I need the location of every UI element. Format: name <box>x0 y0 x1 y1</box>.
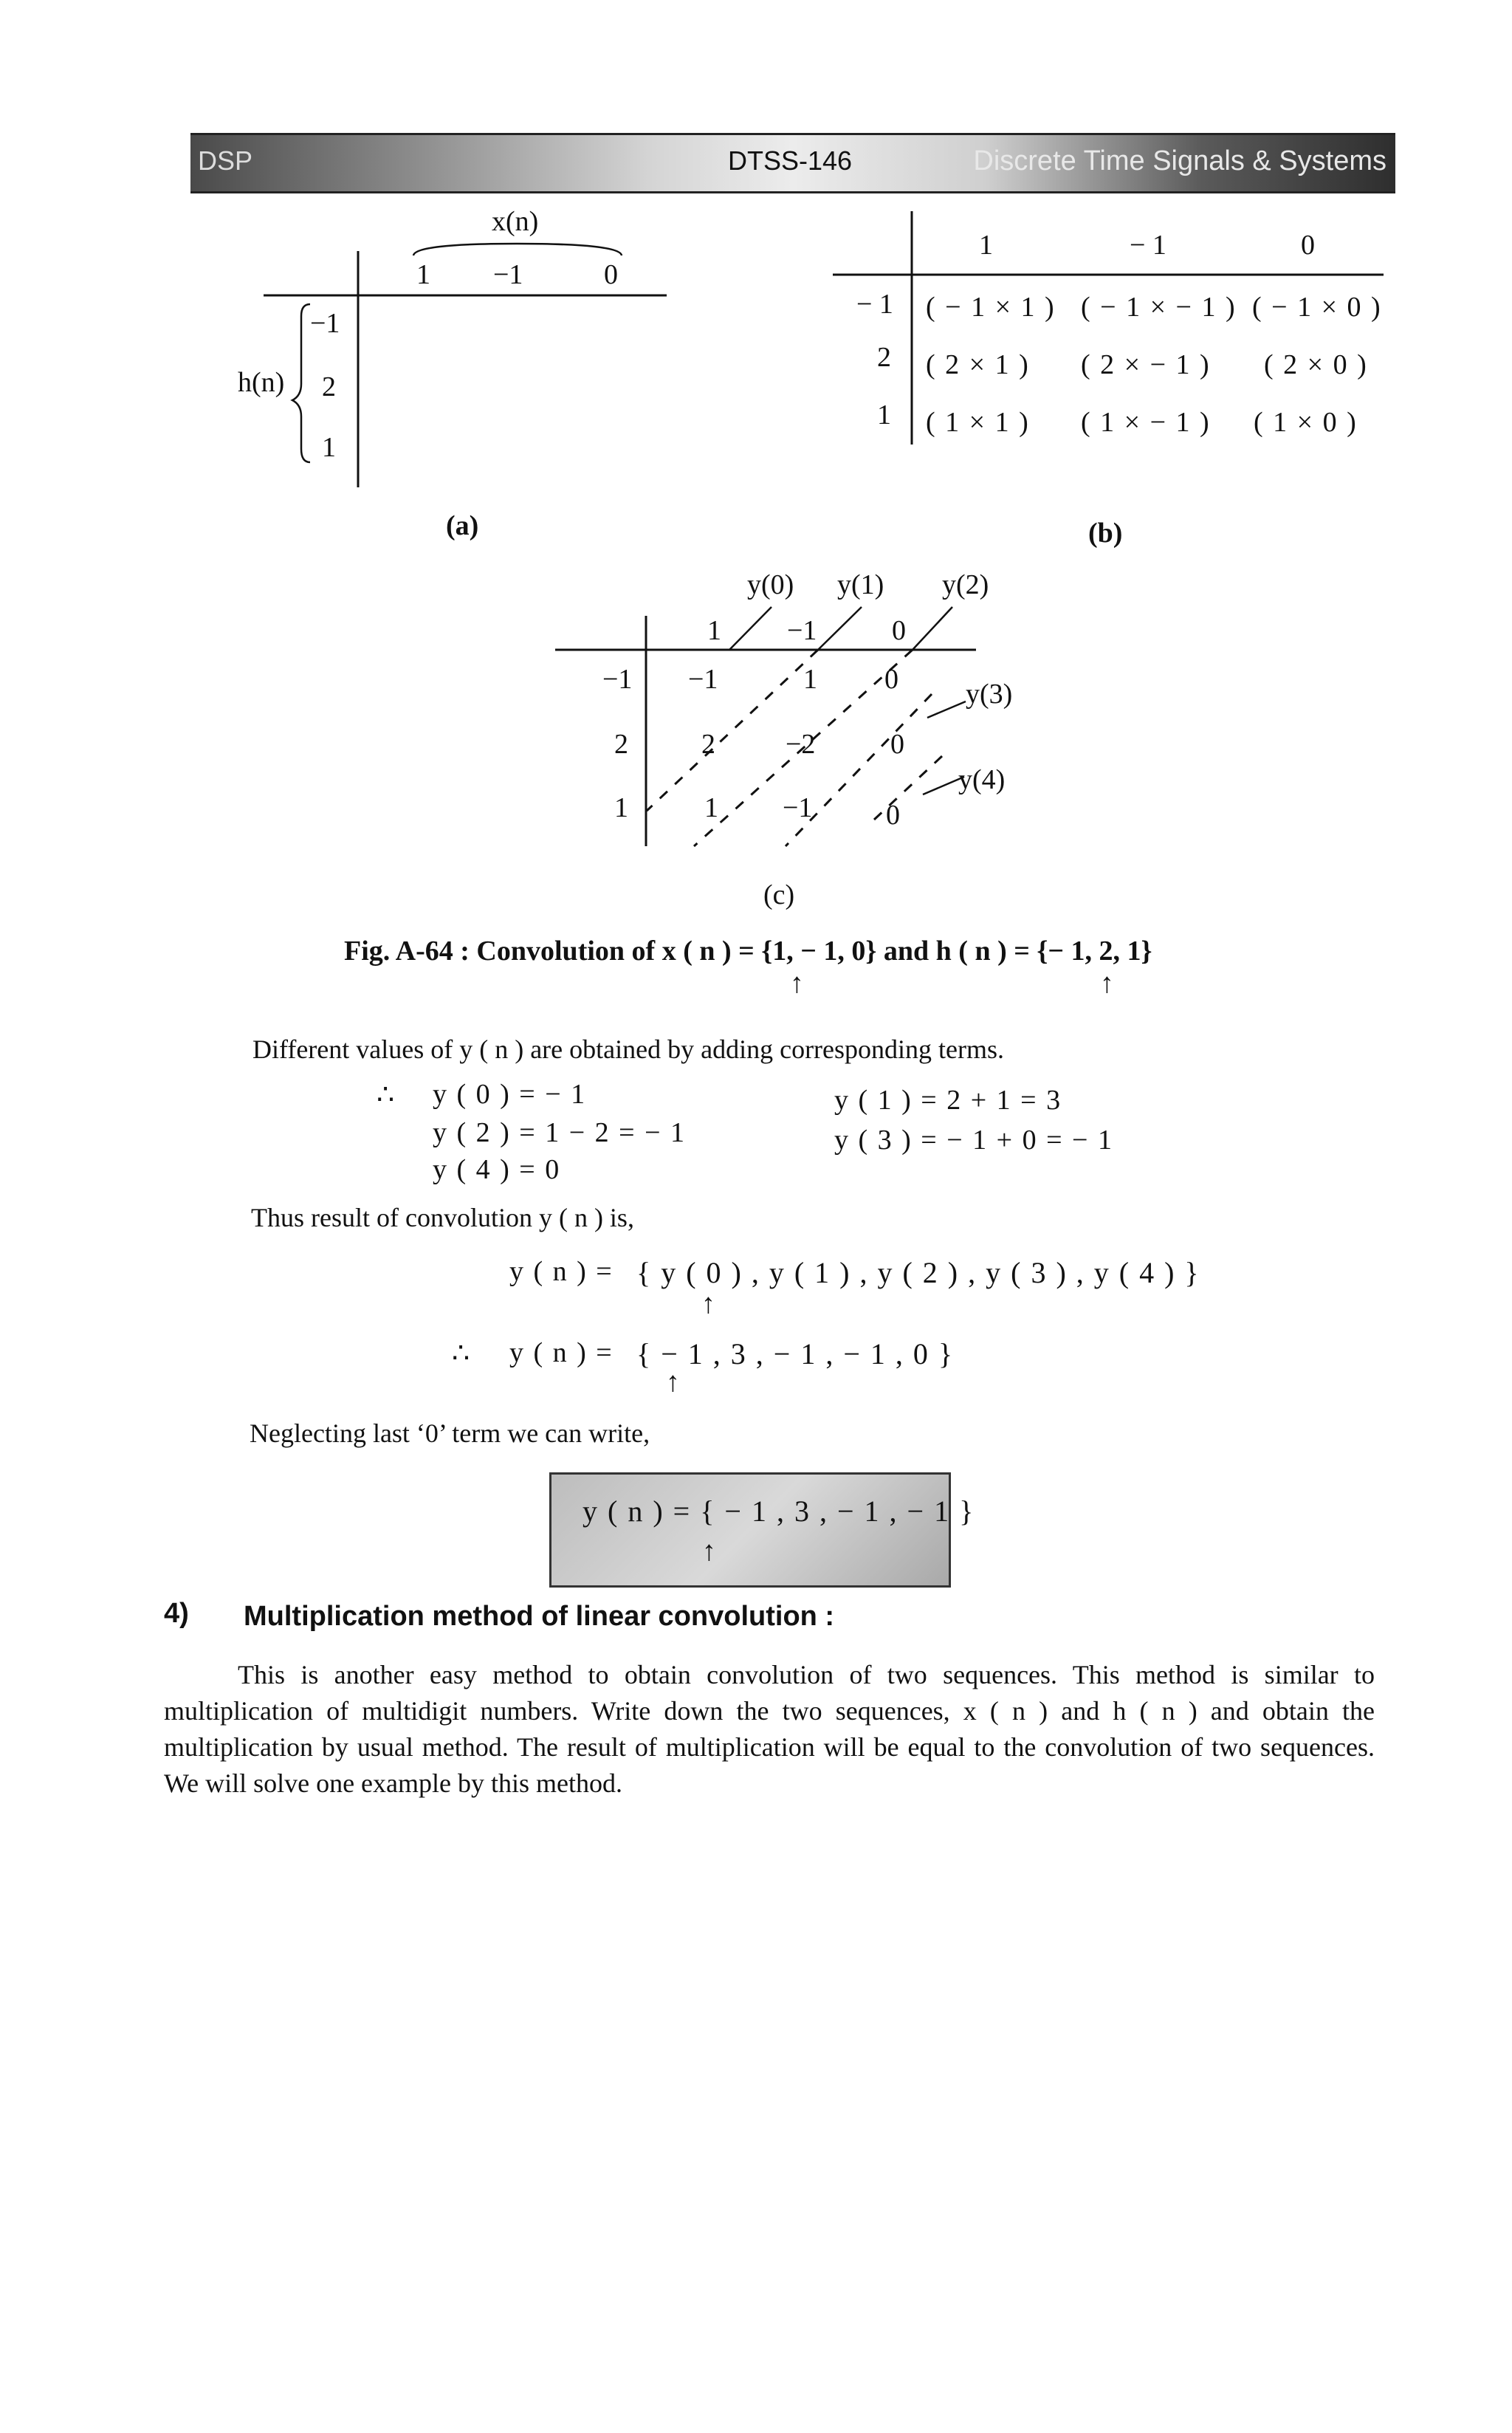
fig-a-h-label: h(n) <box>238 367 285 398</box>
therefore-symbol: ∴ <box>377 1080 395 1111</box>
fig-b-cell: ( 2 × − 1 ) <box>1081 349 1211 380</box>
fig-b-cell: ( 1 × − 1 ) <box>1081 407 1211 438</box>
fig-b-col-2: − 1 <box>1130 230 1166 261</box>
fig-c-cell: 1 <box>704 792 718 823</box>
fig-c-lines <box>0 0 1512 923</box>
header-center: DTSS-146 <box>728 145 853 176</box>
fig-b-label: (b) <box>1088 518 1123 549</box>
fig-c-y2: y(2) <box>942 569 989 600</box>
fig-a-h-3: 1 <box>322 432 336 463</box>
fig-b-cell: ( 2 × 1 ) <box>926 349 1030 380</box>
arrow-x: ↑ <box>790 968 804 999</box>
result-1-rhs: { y ( 0 ) , y ( 1 ) , y ( 2 ) , y ( 3 ) , y ( 4 ) } <box>636 1256 1200 1289</box>
fig-b-cell: ( − 1 × 0 ) <box>1252 292 1382 323</box>
eq-y1: y ( 1 ) = 2 + 1 = 3 <box>834 1085 1062 1116</box>
fig-a-h-2: 2 <box>322 371 336 402</box>
fig-a-label: (a) <box>446 510 479 541</box>
eq-y4: y ( 4 ) = 0 <box>433 1154 561 1185</box>
fig-a-x-2: −1 <box>493 259 523 290</box>
body-paragraph: This is another easy method to obtain convolution of two sequences. This method is similar to multiplication of multidigit numbers. Write down the two sequences, x ( n ) and h ( n ) and obtain the multiplication by usual method. The result of multiplication will be equal to the convolution of two sequences. We will solve one example by this method. <box>164 1660 1375 1798</box>
final-result: y ( n ) = { − 1 , 3 , − 1 , − 1 } <box>583 1495 975 1528</box>
fig-c-y3: y(3) <box>966 679 1013 710</box>
eq-y2: y ( 2 ) = 1 − 2 = − 1 <box>433 1117 687 1148</box>
fig-c-y0: y(0) <box>747 569 794 600</box>
fig-c-col-2: −1 <box>787 615 817 646</box>
fig-c-cell: 2 <box>701 729 715 760</box>
fig-c-label: (c) <box>763 879 795 910</box>
fig-c-y1: y(1) <box>837 569 884 600</box>
figure-caption: Fig. A-64 : Convolution of x ( n ) = {1, − 1, 0} and h ( n ) = {− 1, 2, 1} <box>344 936 1152 967</box>
fig-a-x-3: 0 <box>604 259 618 290</box>
fig-c-cell: 1 <box>803 664 817 695</box>
fig-b-cell: ( 1 × 0 ) <box>1254 407 1358 438</box>
fig-b-row-3: 1 <box>877 399 891 430</box>
fig-b-cell: ( 1 × 1 ) <box>926 407 1030 438</box>
fig-c-cell: 0 <box>890 729 904 760</box>
neglect-text: Neglecting last ‘0’ term we can write, <box>250 1418 650 1448</box>
fig-a-x-1: 1 <box>416 259 430 290</box>
result-2-rhs: { − 1 , 3 , − 1 , − 1 , 0 } <box>636 1337 955 1370</box>
fig-c-row-2: 2 <box>614 729 628 760</box>
result-2-arrow: ↑ <box>666 1367 680 1398</box>
section-number: 4) <box>164 1598 189 1629</box>
fig-c-cell: −1 <box>783 792 813 823</box>
result-1-lhs: y ( n ) = <box>509 1256 614 1287</box>
eq-y3: y ( 3 ) = − 1 + 0 = − 1 <box>834 1125 1113 1156</box>
result-intro: Thus result of convolution y ( n ) is, <box>251 1203 634 1232</box>
final-result-box <box>549 1472 975 1588</box>
section-title: Multiplication method of linear convolution : <box>244 1601 835 1632</box>
eq-y0: y ( 0 ) = − 1 <box>433 1079 587 1110</box>
fig-c-cell: 0 <box>886 800 900 831</box>
therefore-symbol-2: ∴ <box>452 1338 470 1369</box>
fig-b-row-2: 2 <box>877 342 891 373</box>
fig-c-cell: −2 <box>786 729 816 760</box>
fig-c-y4: y(4) <box>958 764 1006 795</box>
fig-b-cell: ( − 1 × 1 ) <box>926 292 1056 323</box>
fig-c-cell: −1 <box>688 664 718 695</box>
fig-c-col-3: 0 <box>892 615 906 646</box>
fig-b-cell: ( − 1 × − 1 ) <box>1081 292 1237 323</box>
arrow-h: ↑ <box>1100 968 1114 999</box>
fig-b-row-1: − 1 <box>856 289 893 320</box>
fig-a-h-1: −1 <box>310 308 340 339</box>
fig-c-row-1: −1 <box>602 664 633 695</box>
fig-c-col-1: 1 <box>707 615 721 646</box>
fig-b-cell: ( 2 × 0 ) <box>1264 349 1368 380</box>
fig-a-x-label: x(n) <box>492 206 539 237</box>
fig-b-col-3: 0 <box>1301 230 1315 261</box>
final-result-arrow: ↑ <box>702 1536 716 1567</box>
result-2-lhs: y ( n ) = <box>509 1337 614 1368</box>
intro-text: Different values of y ( n ) are obtained by adding corresponding terms. <box>252 1034 1005 1064</box>
fig-b-col-1: 1 <box>979 230 993 261</box>
header-left: DSP <box>198 145 253 176</box>
fig-c-cell: 0 <box>884 664 898 695</box>
fig-c-row-3: 1 <box>614 792 628 823</box>
result-1-arrow: ↑ <box>701 1288 715 1320</box>
header-right: Discrete Time Signals & Systems <box>973 145 1386 176</box>
